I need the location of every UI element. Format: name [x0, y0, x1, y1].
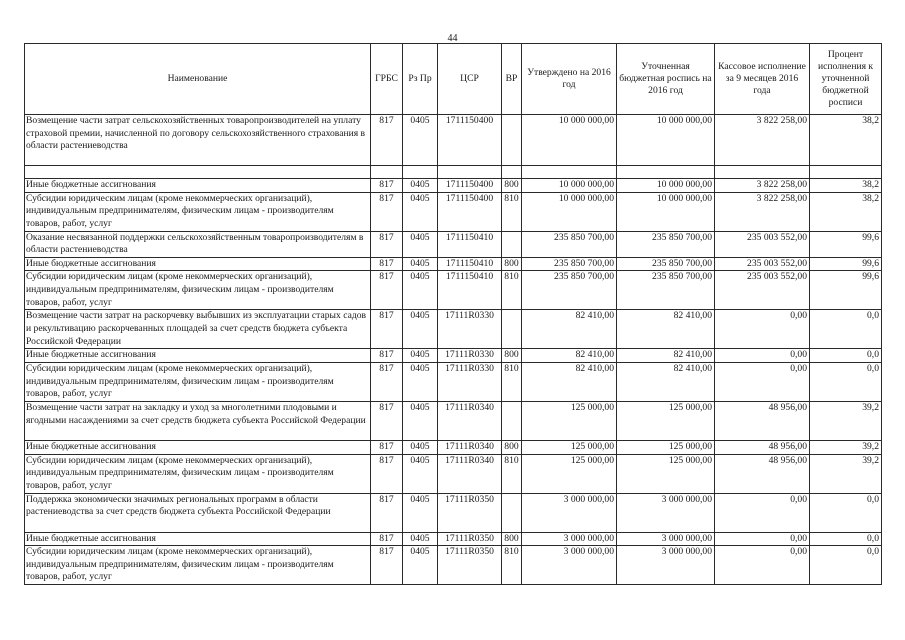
table-row [25, 115, 882, 166]
cell-cash: 235 003 552,00 [715, 257, 810, 271]
table-row [25, 454, 882, 493]
cell-refined: 125 000,00 [617, 454, 715, 493]
cell-percent: 38,2 [810, 179, 882, 193]
cell-grbs: 817 [371, 231, 403, 257]
cell-refined: 10 000 000,00 [617, 179, 715, 193]
table-row [25, 166, 882, 179]
header-rz-pr: Рз Пр [403, 44, 438, 115]
cell-name: Иные бюджетные ассигнования [25, 179, 371, 193]
cell-csr: 1711150410 [438, 257, 502, 271]
cell-rz-pr: 0405 [403, 362, 438, 401]
cell-cash: 0,00 [715, 362, 810, 401]
cell-grbs [371, 166, 403, 179]
cell-csr: 17111R0340 [438, 454, 502, 493]
cell-name [25, 166, 371, 179]
cell-rz-pr: 0405 [403, 440, 438, 454]
cell-name: Иные бюджетные ассигнования [25, 349, 371, 363]
cell-approved [522, 166, 617, 179]
cell-percent: 0,0 [810, 310, 882, 349]
cell-csr: 1711150400 [438, 192, 502, 231]
cell-vr [502, 401, 522, 440]
cell-cash [715, 166, 810, 179]
cell-csr: 17111R0340 [438, 401, 502, 440]
cell-name: Субсидии юридическим лицам (кроме некоммерческих организаций), индивидуальным предпринимателям, физическим лицам - производителям товаров, работ, услуг [25, 362, 371, 401]
cell-percent: 39,2 [810, 454, 882, 493]
budget-table [24, 43, 882, 585]
cell-vr: 800 [502, 440, 522, 454]
cell-percent: 0,0 [810, 546, 882, 585]
cell-vr: 810 [502, 271, 522, 310]
cell-approved: 10 000 000,00 [522, 192, 617, 231]
header-cash: Кассовое исполнение за 9 месяцев 2016 года [715, 44, 810, 115]
table-row [25, 546, 882, 585]
table-row [25, 257, 882, 271]
cell-cash: 235 003 552,00 [715, 271, 810, 310]
table-row [25, 192, 882, 231]
cell-vr: 800 [502, 349, 522, 363]
cell-csr: 17111R0350 [438, 532, 502, 546]
cell-vr: 810 [502, 362, 522, 401]
cell-csr: 1711150410 [438, 271, 502, 310]
header-row [25, 44, 882, 115]
cell-percent: 0,0 [810, 349, 882, 363]
table-header [25, 44, 882, 115]
header-name: Наименование [25, 44, 371, 115]
cell-approved: 235 850 700,00 [522, 271, 617, 310]
cell-rz-pr: 0405 [403, 401, 438, 440]
cell-approved: 125 000,00 [522, 401, 617, 440]
cell-cash: 48 956,00 [715, 440, 810, 454]
table-body [25, 115, 882, 585]
cell-cash: 0,00 [715, 546, 810, 585]
cell-grbs: 817 [371, 440, 403, 454]
table-row [25, 179, 882, 193]
cell-grbs: 817 [371, 271, 403, 310]
cell-rz-pr: 0405 [403, 115, 438, 166]
cell-name: Субсидии юридическим лицам (кроме некоммерческих организаций), индивидуальным предпринимателям, физическим лицам - производителям товаров, работ, услуг [25, 454, 371, 493]
cell-name: Поддержка экономически значимых региональных программ в области растениеводства за счет средств бюджета субъекта Российской Федерации [25, 493, 371, 532]
cell-refined: 3 000 000,00 [617, 546, 715, 585]
cell-refined: 10 000 000,00 [617, 115, 715, 166]
cell-csr: 1711150400 [438, 179, 502, 193]
table-row [25, 440, 882, 454]
header-vr: ВР [502, 44, 522, 115]
cell-refined: 235 850 700,00 [617, 271, 715, 310]
cell-approved: 3 000 000,00 [522, 493, 617, 532]
cell-grbs: 817 [371, 310, 403, 349]
cell-cash: 0,00 [715, 310, 810, 349]
table-row [25, 532, 882, 546]
cell-name: Возмещение части затрат на раскорчевку выбывших из эксплуатации старых садов и рекультивацию раскорчеванных площадей за счет средств бюджета субъекта Российской Федерации [25, 310, 371, 349]
cell-percent: 38,2 [810, 115, 882, 166]
header-refined: Уточненная бюджетная роспись на 2016 год [617, 44, 715, 115]
table-row [25, 231, 882, 257]
header-csr: ЦСР [438, 44, 502, 115]
cell-vr [502, 493, 522, 532]
cell-rz-pr: 0405 [403, 493, 438, 532]
cell-approved: 235 850 700,00 [522, 257, 617, 271]
cell-percent: 39,2 [810, 401, 882, 440]
cell-csr: 1711150410 [438, 231, 502, 257]
table-row [25, 271, 882, 310]
cell-rz-pr: 0405 [403, 546, 438, 585]
cell-approved: 82 410,00 [522, 310, 617, 349]
cell-refined: 235 850 700,00 [617, 257, 715, 271]
cell-refined: 10 000 000,00 [617, 192, 715, 231]
cell-approved: 82 410,00 [522, 349, 617, 363]
cell-name: Возмещение части затрат на закладку и уход за многолетними плодовыми и ягодными насаждениями за счет средств бюджета субъекта Российской Федерации [25, 401, 371, 440]
cell-vr [502, 310, 522, 349]
cell-grbs: 817 [371, 349, 403, 363]
cell-csr: 1711150400 [438, 115, 502, 166]
cell-grbs: 817 [371, 454, 403, 493]
cell-rz-pr: 0405 [403, 231, 438, 257]
header-grbs: ГРБС [371, 44, 403, 115]
cell-vr [502, 231, 522, 257]
cell-csr: 17111R0330 [438, 349, 502, 363]
cell-name: Иные бюджетные ассигнования [25, 257, 371, 271]
cell-grbs: 817 [371, 401, 403, 440]
cell-percent: 38,2 [810, 192, 882, 231]
page-number: 44 [447, 33, 458, 44]
cell-percent: 0,0 [810, 493, 882, 532]
cell-grbs: 817 [371, 362, 403, 401]
cell-cash: 3 822 258,00 [715, 179, 810, 193]
cell-grbs: 817 [371, 179, 403, 193]
cell-grbs: 817 [371, 546, 403, 585]
cell-name: Оказание несвязанной поддержки сельскохозяйственным товаропроизводителям в области растениеводства [25, 231, 371, 257]
cell-name: Субсидии юридическим лицам (кроме некоммерческих организаций), индивидуальным предпринимателям, физическим лицам - производителям товаров, работ, услуг [25, 271, 371, 310]
cell-grbs: 817 [371, 532, 403, 546]
cell-approved: 10 000 000,00 [522, 179, 617, 193]
cell-cash: 3 822 258,00 [715, 115, 810, 166]
cell-name: Возмещение части затрат сельскохозяйственных товаропроизводителей на уплату страховой премии, начисленной по договору сельскохозяйственного страхования в области растениеводства [25, 115, 371, 166]
cell-csr: 17111R0350 [438, 493, 502, 532]
cell-cash: 3 822 258,00 [715, 192, 810, 231]
table-row [25, 493, 882, 532]
cell-csr [438, 166, 502, 179]
cell-approved: 82 410,00 [522, 362, 617, 401]
cell-refined: 82 410,00 [617, 349, 715, 363]
cell-name: Субсидии юридическим лицам (кроме некоммерческих организаций), индивидуальным предпринимателям, физическим лицам - производителям товаров, работ, услуг [25, 546, 371, 585]
table-row [25, 310, 882, 349]
cell-rz-pr: 0405 [403, 532, 438, 546]
cell-rz-pr: 0405 [403, 349, 438, 363]
cell-refined: 82 410,00 [617, 362, 715, 401]
cell-rz-pr: 0405 [403, 192, 438, 231]
cell-cash: 0,00 [715, 532, 810, 546]
cell-rz-pr [403, 166, 438, 179]
cell-approved: 125 000,00 [522, 454, 617, 493]
cell-rz-pr: 0405 [403, 310, 438, 349]
cell-cash: 0,00 [715, 349, 810, 363]
cell-refined [617, 166, 715, 179]
cell-vr [502, 115, 522, 166]
cell-approved: 10 000 000,00 [522, 115, 617, 166]
cell-refined: 235 850 700,00 [617, 231, 715, 257]
cell-rz-pr: 0405 [403, 179, 438, 193]
cell-vr: 800 [502, 179, 522, 193]
cell-grbs: 817 [371, 192, 403, 231]
cell-refined: 125 000,00 [617, 440, 715, 454]
cell-csr: 17111R0330 [438, 310, 502, 349]
table-row [25, 401, 882, 440]
cell-csr: 17111R0330 [438, 362, 502, 401]
cell-percent [810, 166, 882, 179]
cell-rz-pr: 0405 [403, 271, 438, 310]
cell-rz-pr: 0405 [403, 257, 438, 271]
cell-approved: 235 850 700,00 [522, 231, 617, 257]
cell-grbs: 817 [371, 493, 403, 532]
cell-percent: 0,0 [810, 362, 882, 401]
cell-cash: 0,00 [715, 493, 810, 532]
table-row [25, 349, 882, 363]
cell-name: Иные бюджетные ассигнования [25, 440, 371, 454]
cell-csr: 17111R0350 [438, 546, 502, 585]
cell-grbs: 817 [371, 115, 403, 166]
cell-refined: 3 000 000,00 [617, 532, 715, 546]
cell-name: Иные бюджетные ассигнования [25, 532, 371, 546]
cell-rz-pr: 0405 [403, 454, 438, 493]
cell-percent: 99,6 [810, 271, 882, 310]
cell-refined: 125 000,00 [617, 401, 715, 440]
cell-vr: 810 [502, 192, 522, 231]
cell-approved: 125 000,00 [522, 440, 617, 454]
header-approved: Утверждено на 2016 год [522, 44, 617, 115]
cell-vr [502, 166, 522, 179]
cell-name: Субсидии юридическим лицам (кроме некоммерческих организаций), индивидуальным предпринимателям, физическим лицам - производителям товаров, работ, услуг [25, 192, 371, 231]
cell-refined: 3 000 000,00 [617, 493, 715, 532]
cell-refined: 82 410,00 [617, 310, 715, 349]
cell-approved: 3 000 000,00 [522, 532, 617, 546]
cell-vr: 810 [502, 546, 522, 585]
cell-percent: 0,0 [810, 532, 882, 546]
header-percent: Процент исполнения к уточненной бюджетной росписи [810, 44, 882, 115]
table-row [25, 362, 882, 401]
cell-approved: 3 000 000,00 [522, 546, 617, 585]
cell-vr: 800 [502, 532, 522, 546]
cell-cash: 235 003 552,00 [715, 231, 810, 257]
cell-cash: 48 956,00 [715, 401, 810, 440]
cell-percent: 99,6 [810, 257, 882, 271]
cell-grbs: 817 [371, 257, 403, 271]
cell-cash: 48 956,00 [715, 454, 810, 493]
cell-percent: 99,6 [810, 231, 882, 257]
cell-vr: 800 [502, 257, 522, 271]
cell-csr: 17111R0340 [438, 440, 502, 454]
cell-percent: 39,2 [810, 440, 882, 454]
cell-vr: 810 [502, 454, 522, 493]
